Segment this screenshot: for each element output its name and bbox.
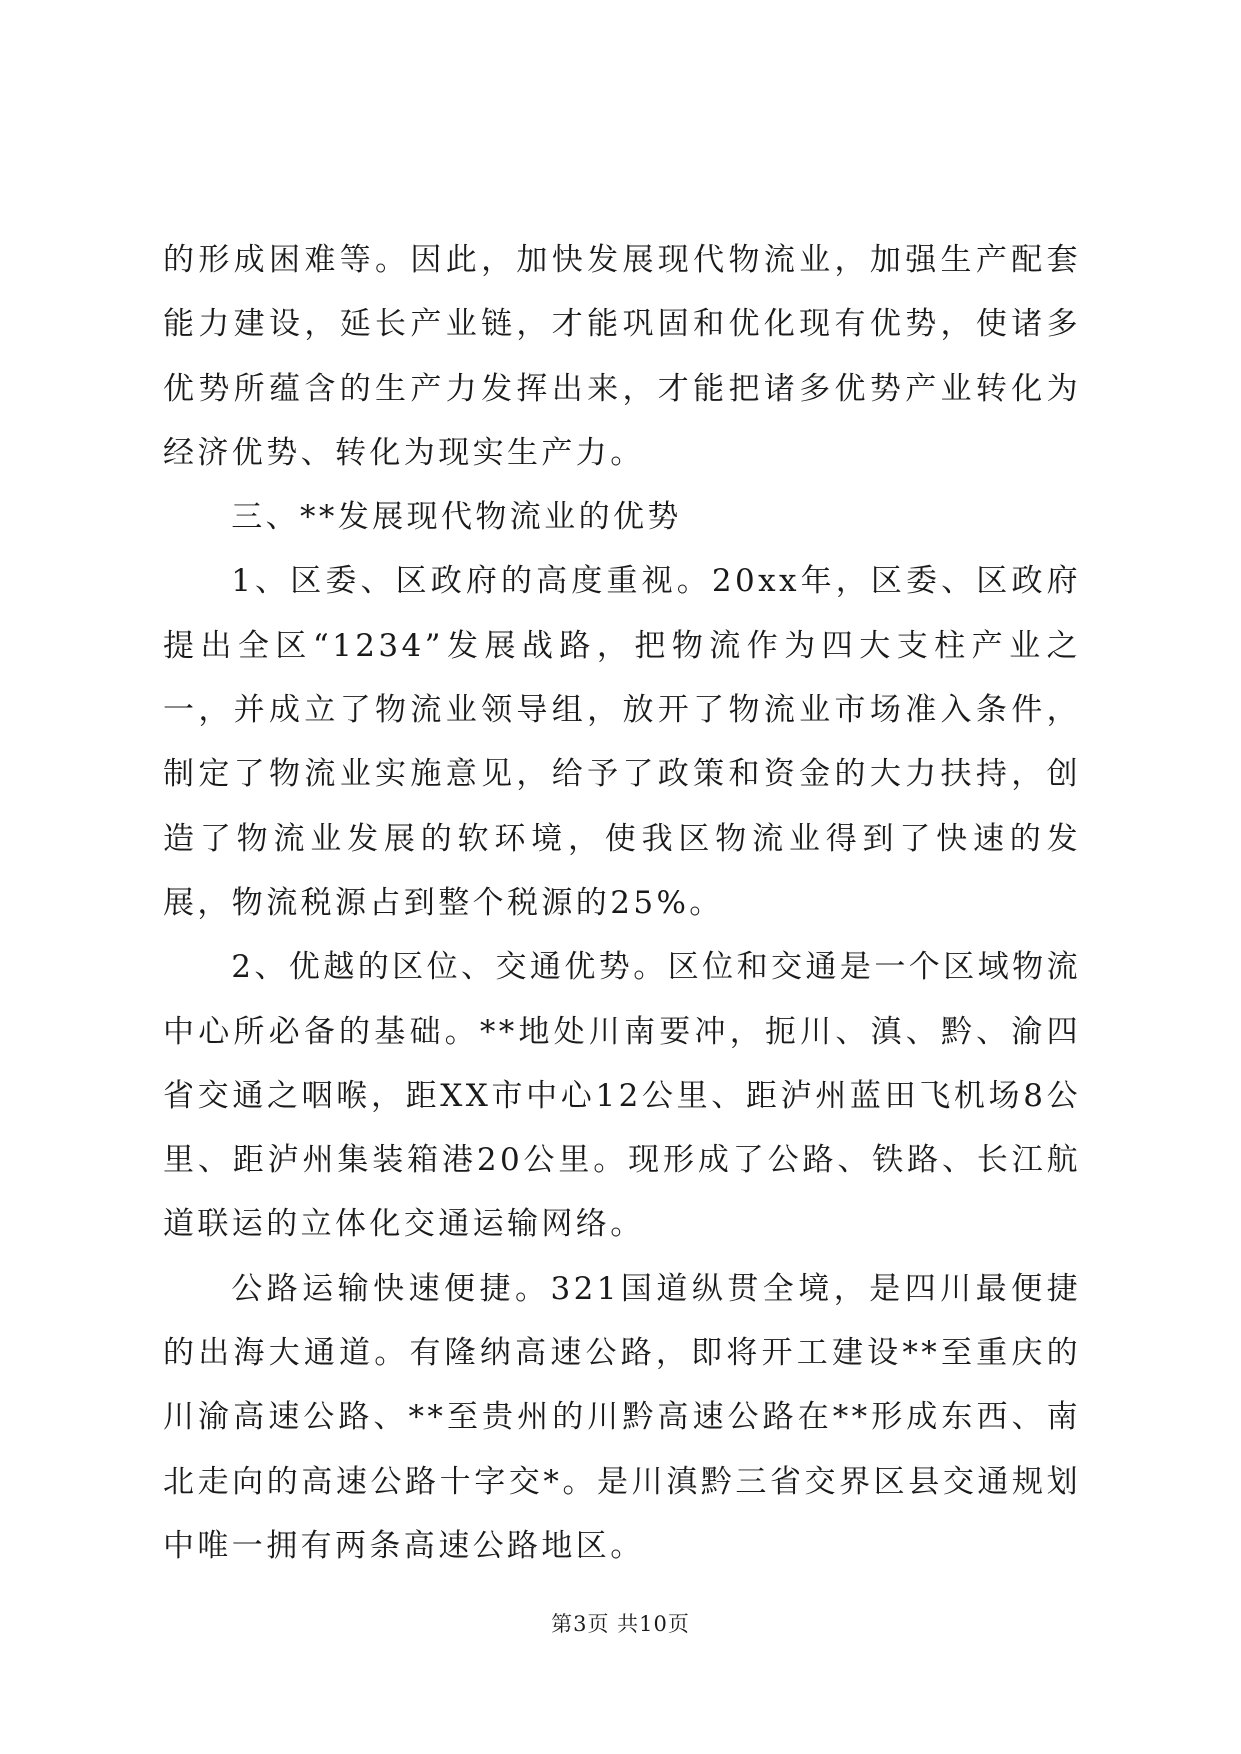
page-footer: 第3页 共10页 — [551, 1612, 690, 1636]
paragraph-4: 2、优越的区位、交通优势。区位和交通是一个区域物流中心所必备的基础。**地处川南要冲，扼川、滇、黔、渝四省交通之咽喉，距XX市中心12公里、距泸州蓝田飞机场8公里、距泸州集装箱港20公里。现形成了公路、铁路、长江航道联运的立体化交通运输网络。 — [163, 949, 1081, 1243]
paragraph-3: 1、区委、区政府的高度重视。20xx年，区委、区政府提出全区“1234”发展战路，把物流作为四大支柱产业之一，并成立了物流业领导组，放开了物流业市场准入条件，制定了物流业实施意见，给予了政策和资金的大力扶持，创造了物流业发展的软环境，使我区物流业得到了快速的发展，物流税源占到整个税源的25%。 — [163, 563, 1081, 921]
document-body — [163, 228, 1081, 1578]
paragraph-5: 公路运输快速便捷。321国道纵贯全境，是四川最便捷的出海大通道。有隆纳高速公路，即将开工建设**至重庆的川渝高速公路、**至贵州的川黔高速公路在**形成东西、南北走向的高速公路十字交*。是川滇黔三省交界区县交通规划中唯一拥有两条高速公路地区。 — [163, 1270, 1081, 1564]
paragraph-1: 的形成困难等。因此，加快发展现代物流业，加强生产配套能力建设，延长产业链，才能巩固和优化现有优势，使诸多优势所蕴含的生产力发挥出来，才能把诸多优势产业转化为经济优势、转化为现实生产力。 — [163, 242, 1081, 471]
section-heading-3: 三、**发展现代物流业的优势 — [231, 499, 682, 536]
